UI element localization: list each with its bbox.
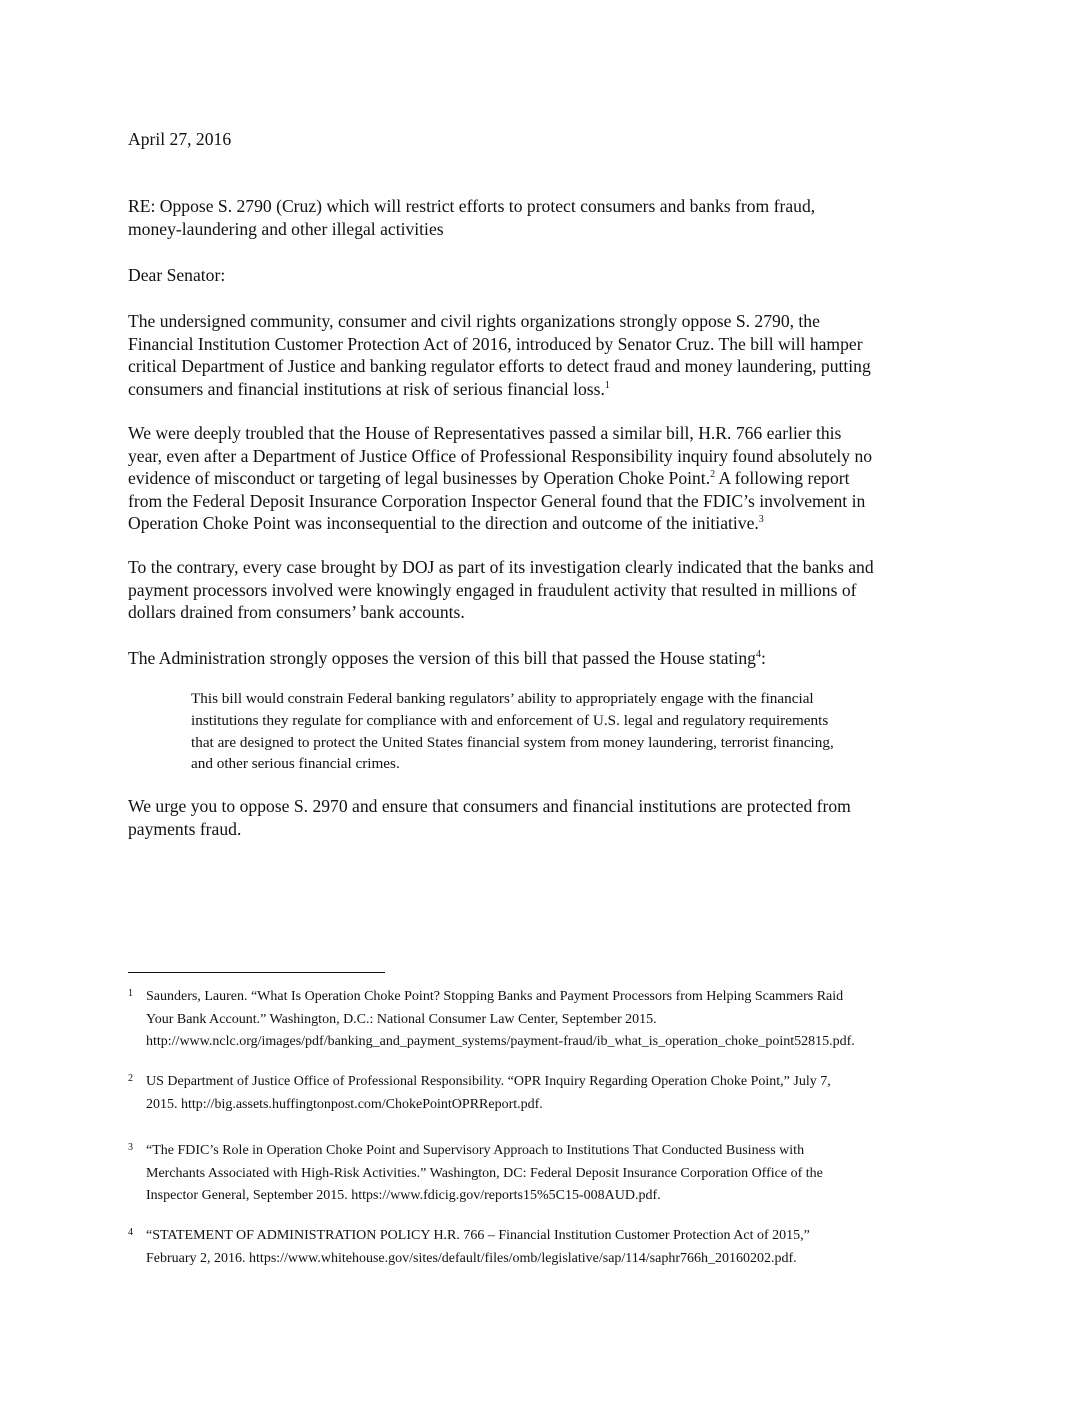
footnote-line: http://www.nclc.org/images/pdf/banking_and_payment_systems/payment-fraud/ib_what_is_operation_choke_point52815.pdf. xyxy=(146,1034,855,1049)
footnote-line: Inspector General, September 2015. https://www.fdicig.gov/reports15%5C15-008AUD.pdf. xyxy=(146,1188,661,1203)
footnote-mark: 4 xyxy=(128,1227,133,1238)
footnote-mark: 2 xyxy=(128,1073,133,1084)
paragraph-2-line xyxy=(128,512,968,535)
footnote-line: “STATEMENT OF ADMINISTRATION POLICY H.R. 766 – Financial Institution Customer Protection Act of 2015,” xyxy=(146,1228,810,1243)
footnote-line: US Department of Justice Office of Professional Responsibility. “OPR Inquiry Regarding Operation Choke Point,” July 7, xyxy=(146,1074,831,1089)
footnote-1 xyxy=(128,986,962,1054)
footnote-mark: 1 xyxy=(128,988,133,999)
paragraph-3-line: To the contrary, every case brought by DOJ as part of its investigation clearly indicated that the banks and xyxy=(128,557,874,577)
paragraph-1-line: critical Department of Justice and banking regulator efforts to detect fraud and money laundering, putting xyxy=(128,356,871,376)
block-quote xyxy=(191,688,951,775)
paragraph-2-text: Operation Choke Point was inconsequential to the direction and outcome of the initiative. xyxy=(128,513,759,533)
footnote-ref-2: 2 xyxy=(710,469,716,481)
footnote-2 xyxy=(128,1071,962,1116)
quote-line: This bill would constrain Federal banking regulators’ ability to appropriately engage with the financial xyxy=(191,690,814,707)
paragraph-4-text: The Administration strongly opposes the version of this bill that passed the House stating xyxy=(128,648,756,668)
footnote-line: Your Bank Account.” Washington, D.C.: National Consumer Law Center, September 2015. xyxy=(146,1011,657,1027)
footnote-line: “The FDIC’s Role in Operation Choke Point and Supervisory Approach to Institutions That Conducted Business with xyxy=(146,1143,805,1158)
footnote-3 xyxy=(128,1140,962,1208)
footnote-line: 2015. http://big.assets.huffingtonpost.com/ChokePointOPRReport.pdf. xyxy=(146,1096,543,1112)
paragraph-3 xyxy=(128,556,968,624)
paragraph-2-line xyxy=(128,467,968,490)
paragraph-1-text: consumers and financial institutions at risk of serious financial loss. xyxy=(128,378,605,399)
footnote-ref-3: 3 xyxy=(758,514,764,526)
re-line-1: RE: Oppose S. 2790 (Cruz) which will restrict efforts to protect consumers and banks from fraud, xyxy=(128,196,816,216)
paragraph-5-line: payments fraud. xyxy=(128,818,242,839)
footnote-separator xyxy=(128,972,385,973)
footnote-4 xyxy=(128,1225,962,1270)
footnote-ref-4: 4 xyxy=(755,649,761,661)
footnote-line: Saunders, Lauren. “What Is Operation Choke Point? Stopping Banks and Payment Processors from Helping Scammers Raid xyxy=(146,989,844,1004)
paragraph-5 xyxy=(128,795,968,840)
footnote-ref-1: 1 xyxy=(604,379,610,391)
re-line xyxy=(128,195,968,240)
footnote-mark: 3 xyxy=(128,1142,133,1153)
paragraph-2 xyxy=(128,422,968,535)
quote-line: that are designed to protect the United States financial system from money laundering, terrorist financing, xyxy=(191,733,834,751)
paragraph-2-text: evidence of misconduct or targeting of legal businesses by Operation Choke Point. xyxy=(128,468,711,488)
paragraph-1-line: Financial Institution Customer Protection Act of 2016, introduced by Senator Cruz. The bill will hamper xyxy=(128,333,863,354)
paragraph-4 xyxy=(128,647,968,670)
letter-page xyxy=(128,0,968,1408)
salutation: Dear Senator: xyxy=(128,265,226,285)
paragraph-2-line: year, even after a Department of Justice Office of Professional Responsibility inquiry found absolutely no xyxy=(128,445,873,466)
paragraph-1 xyxy=(128,310,968,400)
paragraph-1-line: The undersigned community, consumer and civil rights organizations strongly oppose S. 2790, the xyxy=(128,311,820,331)
paragraph-1-line-last xyxy=(128,378,968,401)
paragraph-3-line: payment processors involved were knowingly engaged in fraudulent activity that resulted in millions of xyxy=(128,579,857,600)
quote-line: and other serious financial crimes. xyxy=(191,755,400,773)
paragraph-5-line: We urge you to oppose S. 2970 and ensure that consumers and financial institutions are protected from xyxy=(128,796,851,816)
quote-line: institutions they regulate for compliance with and enforcement of U.S. legal and regulatory requirements xyxy=(191,711,829,729)
paragraph-2-line: from the Federal Deposit Insurance Corporation Inspector General found that the FDIC’s involvement in xyxy=(128,490,866,511)
re-line-2: money-laundering and other illegal activities xyxy=(128,218,444,239)
paragraph-4-colon: : xyxy=(760,648,766,668)
footnote-line: February 2, 2016. https://www.whitehouse.gov/sites/default/files/omb/legislative/sap/114/saphr766h_20160202.pdf. xyxy=(146,1250,797,1266)
paragraph-3-line: dollars drained from consumers’ bank accounts. xyxy=(128,602,465,622)
letter-date: April 27, 2016 xyxy=(128,129,232,149)
paragraph-2-line: We were deeply troubled that the House of Representatives passed a similar bill, H.R. 766 earlier this xyxy=(128,423,842,443)
paragraph-2-text: A following report xyxy=(715,468,850,488)
footnote-line: Merchants Associated with High-Risk Activities.” Washington, DC: Federal Deposit Insurance Corporation Office of the xyxy=(146,1165,823,1181)
